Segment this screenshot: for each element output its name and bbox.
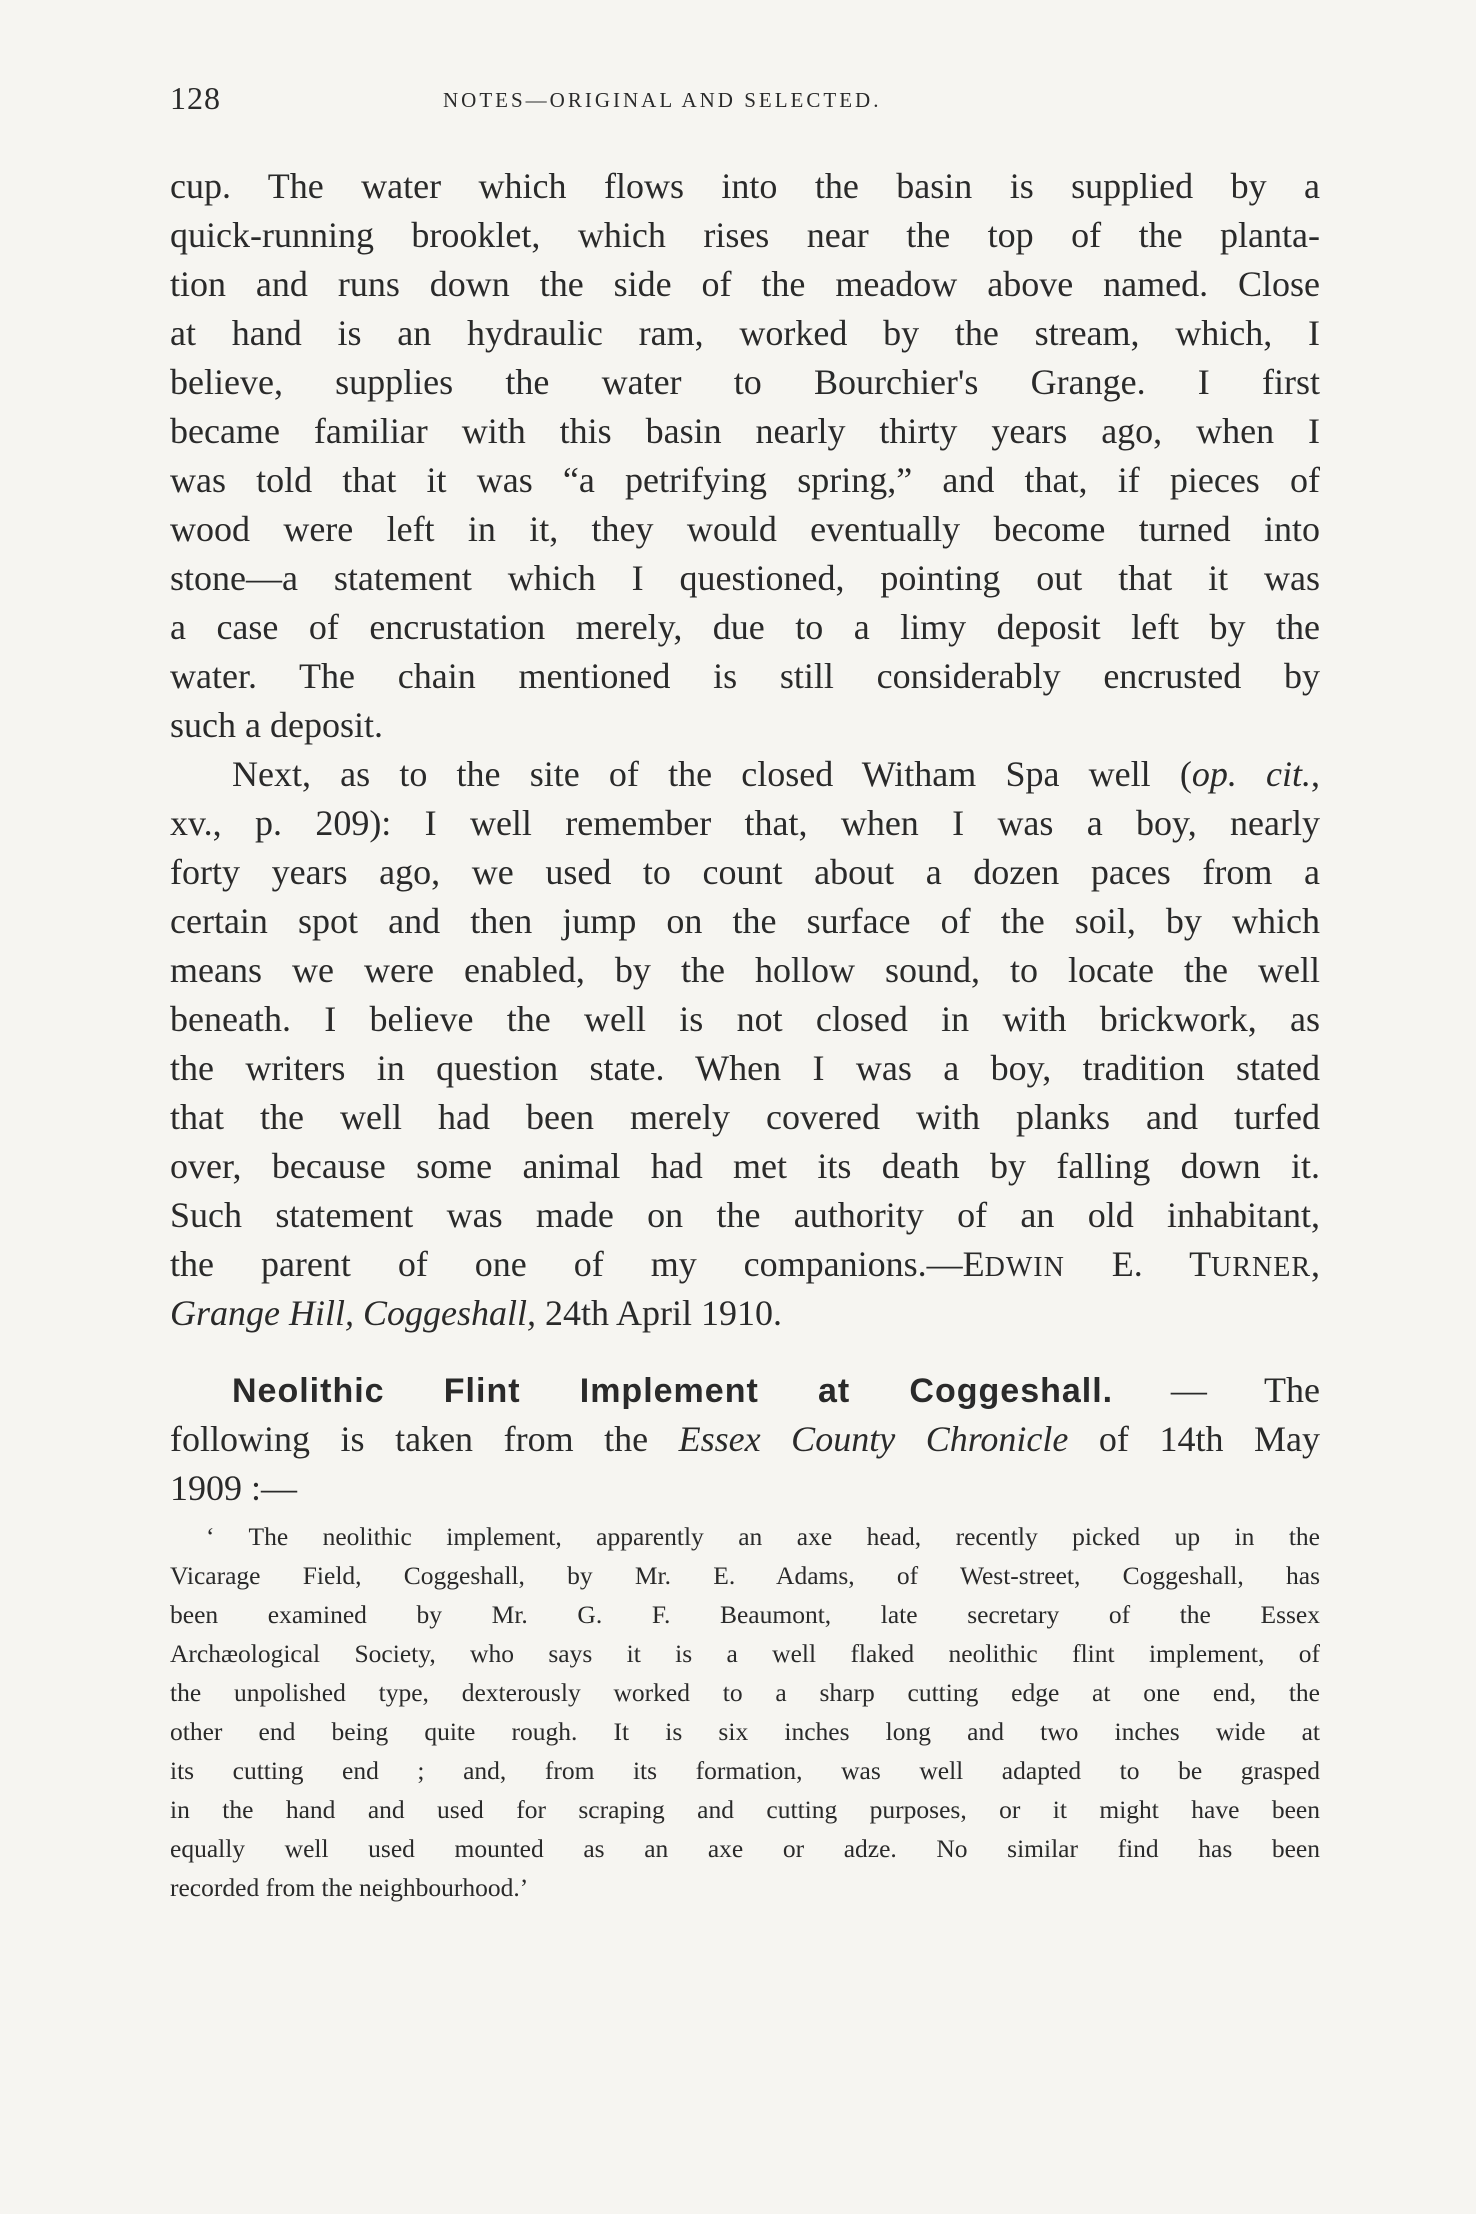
author-initial: E. T [1064, 1244, 1212, 1284]
text-run: the parent of one of my companions.— [170, 1244, 963, 1284]
text-line: means we were enabled, by the hollow sound, to locate the well [170, 950, 1320, 990]
author-initial: E [962, 1244, 985, 1284]
quote-line: Archæological Society, who says it is a well flaked neolithic flint implement, of [170, 1639, 1320, 1668]
quote-line: other end being quite rough. It is six inches long and two inches wide at [170, 1717, 1320, 1746]
quote-line: ‘ The neolithic implement, apparently an axe head, recently picked up in the [206, 1522, 1320, 1551]
text-line: over, because some animal had met its death by falling down it. [170, 1146, 1320, 1186]
running-head: NOTES—ORIGINAL AND SELECTED. [443, 88, 882, 112]
text-line: such a deposit. [170, 705, 383, 745]
text-line: stone—a statement which I questioned, pointing out that it was [170, 558, 1320, 598]
text-run: — The [1113, 1370, 1320, 1410]
paragraph-witham-spa-well [170, 750, 1320, 1338]
text-line: that the well had been merely covered with planks and turfed [170, 1097, 1320, 1137]
text-line [170, 750, 1320, 799]
text-line: xv., p. 209): I well remember that, when I was a boy, nearly [170, 803, 1320, 843]
italic-citation: op. cit. [1191, 754, 1312, 794]
section-gap [170, 1338, 1320, 1366]
text-run: , [1311, 1244, 1320, 1284]
author-small-caps: DWIN [984, 1252, 1065, 1283]
quote-line: its cutting end ; and, from its formation, was well adapted to be grasped [170, 1756, 1320, 1785]
page-number: 128 [170, 80, 221, 116]
quote-line: recorded from the neighbourhood.’ [170, 1873, 529, 1902]
signature-date: 24th April 1910. [536, 1293, 783, 1333]
text-line: wood were left in it, they would eventually become turned into [170, 509, 1320, 549]
page-header [170, 80, 1320, 120]
text-run: of 14th May [1068, 1419, 1320, 1459]
quote-line: Vicarage Field, Coggeshall, by Mr. E. Adams, of West-street, Coggeshall, has [170, 1561, 1320, 1590]
text-line: quick-running brooklet, which rises near the top of the planta- [170, 215, 1320, 255]
section-heading-line [170, 1366, 1320, 1415]
text-line: a case of encrustation merely, due to a limy deposit left by the [170, 607, 1320, 647]
text-line: the writers in question state. When I was a boy, tradition stated [170, 1048, 1320, 1088]
section-neolithic-flint [170, 1366, 1320, 1907]
section-heading: Neolithic Flint Implement at Coggeshall. [232, 1372, 1114, 1410]
text-run: Next, as to the site of the closed Witham Spa well ( [232, 754, 1192, 794]
text-line: forty years ago, we used to count about a dozen paces from a [170, 852, 1320, 892]
text-line: was told that it was “a petrifying spring,” and that, if pieces of [170, 460, 1320, 500]
text-run: , [1311, 754, 1321, 794]
text-line: tion and runs down the side of the meadow above named. Close [170, 264, 1320, 304]
text-line: Such statement was made on the authority of an old inhabitant, [170, 1195, 1320, 1235]
author-small-caps: URNER [1211, 1252, 1311, 1283]
paragraph-petrifying-spring [170, 162, 1320, 750]
text-line: cup. The water which flows into the basin is supplied by a [170, 166, 1320, 206]
text-line: at hand is an hydraulic ram, worked by the stream, which, I [170, 313, 1320, 353]
text-line: certain spot and then jump on the surface of the soil, by which [170, 901, 1320, 941]
quote-line: equally well used mounted as an axe or adze. No similar find has been [170, 1834, 1320, 1863]
text-line: 1909 :— [170, 1468, 298, 1508]
signature-line [170, 1240, 1320, 1289]
text-line: water. The chain mentioned is still considerably encrusted by [170, 656, 1320, 696]
text-line [170, 1415, 1320, 1464]
author-address: Grange Hill, Coggeshall, [170, 1293, 536, 1333]
quote-line: in the hand and used for scraping and cutting purposes, or it might have been [170, 1795, 1320, 1824]
text-line: believe, supplies the water to Bourchier's Grange. I first [170, 362, 1320, 402]
page-body [170, 162, 1320, 1907]
text-line: became familiar with this basin nearly thirty years ago, when I [170, 411, 1320, 451]
quote-line: been examined by Mr. G. F. Beaumont, late secretary of the Essex [170, 1600, 1320, 1629]
text-line: beneath. I believe the well is not closed in with brickwork, as [170, 999, 1320, 1039]
newspaper-title: Essex County Chronicle [678, 1419, 1069, 1459]
signature-place-line [170, 1289, 1320, 1338]
quoted-article [170, 1517, 1320, 1907]
text-run: following is taken from the [170, 1419, 679, 1459]
quote-line: the unpolished type, dexterously worked to a sharp cutting edge at one end, the [170, 1678, 1320, 1707]
